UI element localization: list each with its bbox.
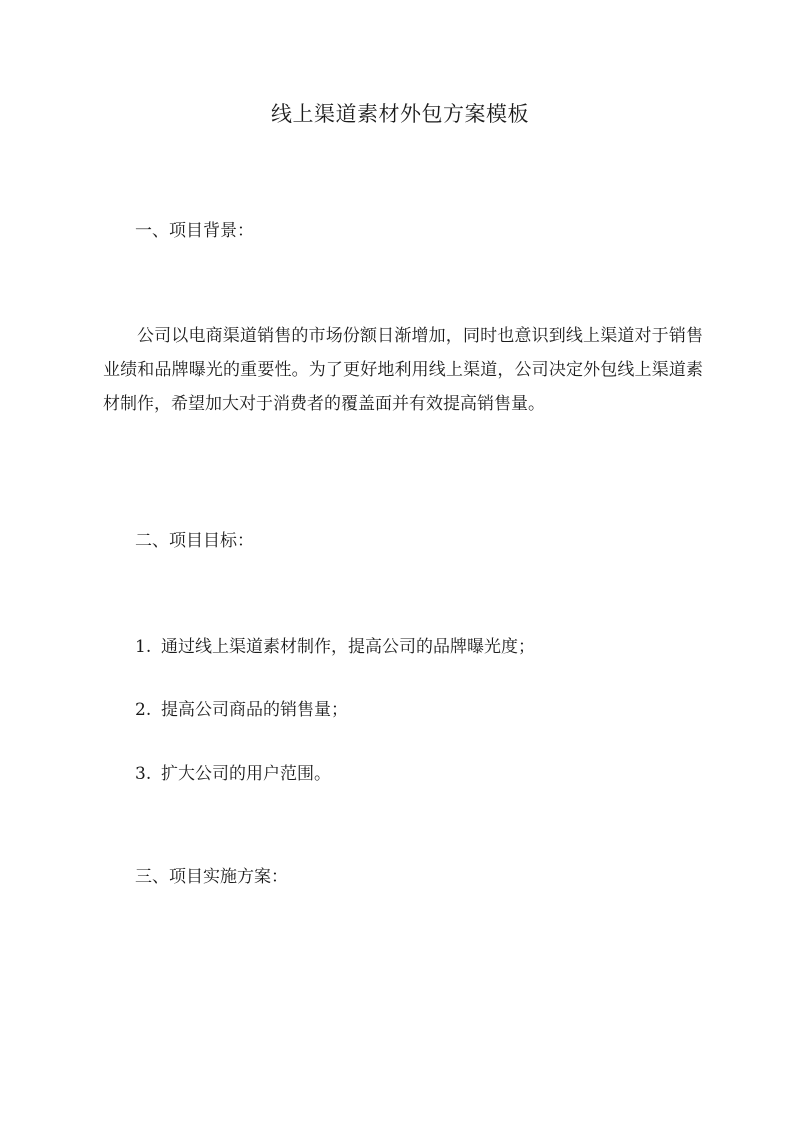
section-heading-plan: 三、项目实施方案： xyxy=(135,867,288,887)
list-item-text: 提高公司商品的销售量； xyxy=(161,700,348,720)
section-heading-goals: 二、项目目标： xyxy=(135,531,254,551)
list-item-number: 2. xyxy=(135,700,152,720)
document-title: 线上渠道素材外包方案模板 xyxy=(271,102,529,126)
list-item xyxy=(135,634,535,660)
list-item xyxy=(135,697,348,723)
list-item-number: 3. xyxy=(135,764,152,784)
background-paragraph: 公司以电商渠道销售的市场份额日渐增加，同时也意识到线上渠道对于销售业绩和品牌曝光的重要性。为了更好地利用线上渠道，公司决定外包线上渠道素材制作，希望加大对于消费者的覆盖面并有效提高销售量。 xyxy=(103,326,703,414)
list-item-text: 扩大公司的用户范围。 xyxy=(161,764,331,784)
list-item xyxy=(135,761,331,787)
section-heading-background: 一、项目背景： xyxy=(135,221,254,241)
list-item-number: 1. xyxy=(135,637,152,657)
list-item-text: 通过线上渠道素材制作，提高公司的品牌曝光度； xyxy=(161,637,535,657)
